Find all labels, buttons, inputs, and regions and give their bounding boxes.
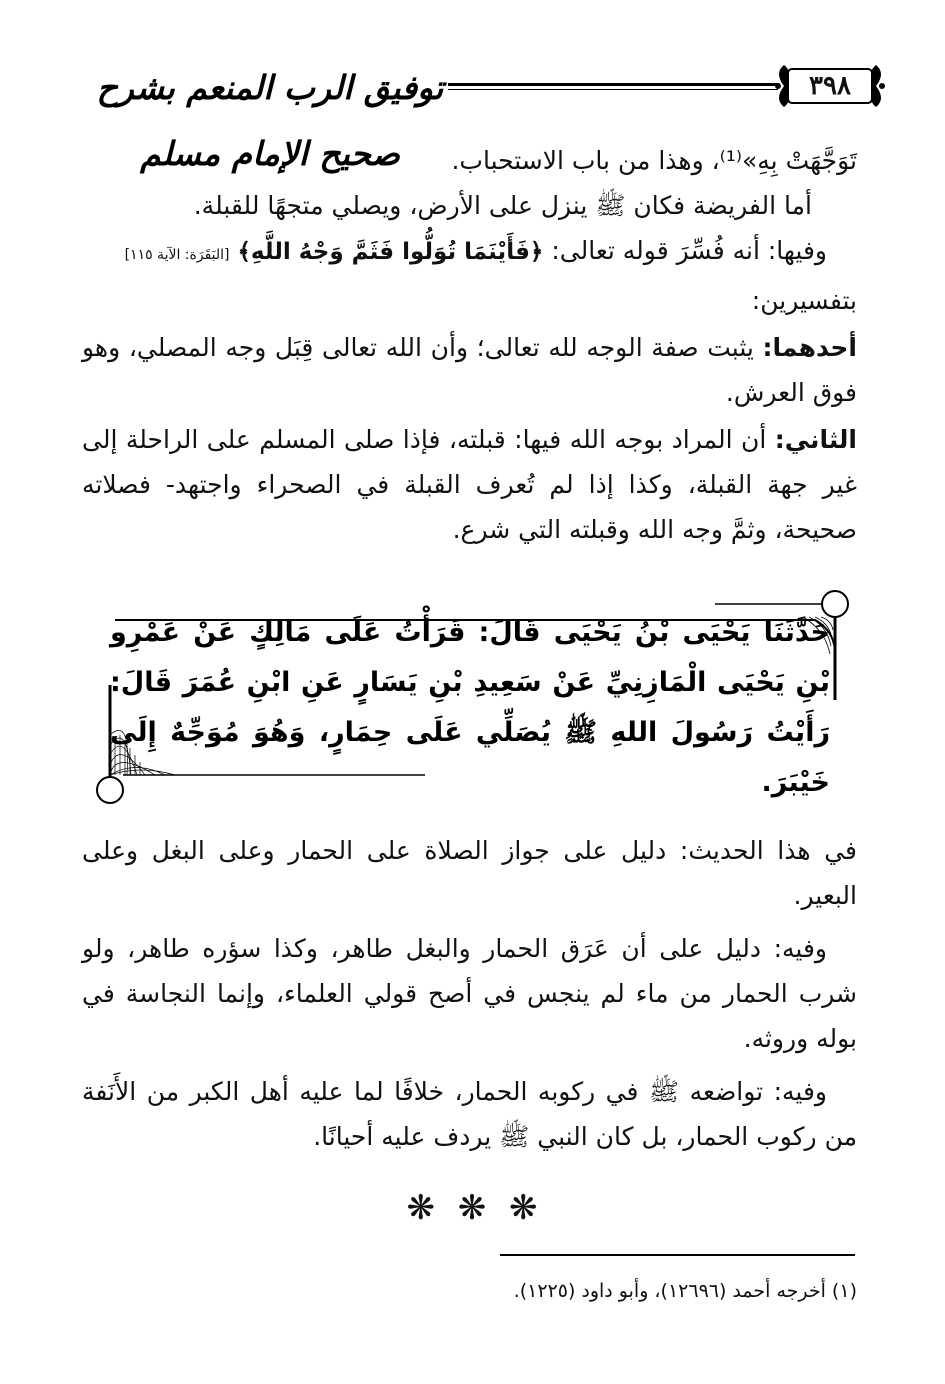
paragraph-5 — [82, 417, 857, 552]
paragraph-3 — [82, 228, 857, 278]
first-interpretation-text: يثبت صفة الوجه لله تعالى؛ وأن الله تعالى قِبَل وجه المصلي، وهو فوق العرش. — [82, 333, 857, 407]
header-rule-thin — [448, 89, 778, 90]
paragraph-2-text: أما الفريضة فكان ﷺ ينزل على الأرض، ويصلي متجهًا للقبلة. — [193, 191, 812, 220]
paragraph-3-continued: بتفسيرين: — [751, 286, 857, 315]
intro-text — [82, 138, 857, 552]
footnote: (١) أخرجه أحمد (١٢٦٩٦)، وأبو داود (١٢٢٥). — [513, 1280, 857, 1302]
paragraph-4 — [82, 325, 857, 415]
section-separator: ❋ ❋ ❋ — [406, 1188, 544, 1228]
quran-verse: ﴿فَأَيْنَمَا تُوَلُّوا فَثَمَّ وَجْهُ اللَّهِ﴾ — [237, 239, 544, 265]
page-number-ornament — [770, 61, 890, 111]
commentary-2 — [82, 926, 857, 1061]
hadith-box — [95, 590, 850, 805]
second-interpretation-text: أن المراد بوجه الله فيها: قبلته، فإذا صلى المسلم على الراحلة إلى غير جهة القبلة، وكذا إذا لم تُعرف القبلة في الصحراء واجتهد- فصلاته صحيحة، وثمَّ وجه الله وقبلته التي شرع. — [82, 425, 857, 544]
commentary-1: في هذا الحديث: دليل على جواز الصلاة على الحمار وعلى البغل وعلى البعير. — [82, 836, 857, 910]
commentary-2-text: وفيه: دليل على أن عَرَق الحمار والبغل طاهر، وكذا سؤره طاهر، ولو شرب الحمار من ماء لم ينجس في أصح قولي العلماء، وإنما النجاسة في بوله وروثه. — [82, 934, 857, 1053]
paragraph-2 — [82, 183, 857, 228]
first-interpretation-label: أحدهما: — [762, 333, 857, 362]
footnote-rule — [500, 1254, 855, 1256]
book-title: توفيق الرب المنعم بشرح صحيح الإمام مسلم — [96, 68, 444, 173]
commentary-3-text: وفيه: تواضعه ﷺ في ركوبه الحمار، خلافًا لما عليه أهل الكبر من الأَنَفة من ركوب الحمار، بل كان النبي ﷺ يردف عليه أحيانًا. — [82, 1077, 857, 1151]
paragraph-1: تَوَجَّهَتْ بِهِ»⁽¹⁾، وهذا من باب الاستحباب. — [451, 146, 857, 175]
verse-reference: [البَقَرَة: الآية ١١٥] — [124, 247, 230, 263]
commentary-text — [82, 828, 857, 1159]
page-number: ٣٩٨ — [809, 71, 851, 101]
commentary-3 — [82, 1069, 857, 1159]
header-rule — [448, 83, 778, 86]
second-interpretation-label: الثاني: — [774, 425, 857, 454]
paragraph-3-lead: وفيها: أنه فُسِّرَ قوله تعالى: — [543, 236, 827, 265]
hadith-text: حَدَّثَنَا يَحْيَى بْنُ يَحْيَى قَالَ: قَرَأْتُ عَلَى مَالِكٍ عَنْ عَمْرِو بْنِ يَحْيَى الْمَازِنِيِّ عَنْ سَعِيدِ بْنِ يَسَارٍ عَنِ ابْنِ عُمَرَ قَالَ: رَأَيْتُ رَسُولَ اللهِ ﷺ يُصَلِّي عَلَى حِمَارٍ، وَهُوَ مُوَجِّهٌ إِلَى خَيْبَرَ. — [110, 617, 830, 798]
